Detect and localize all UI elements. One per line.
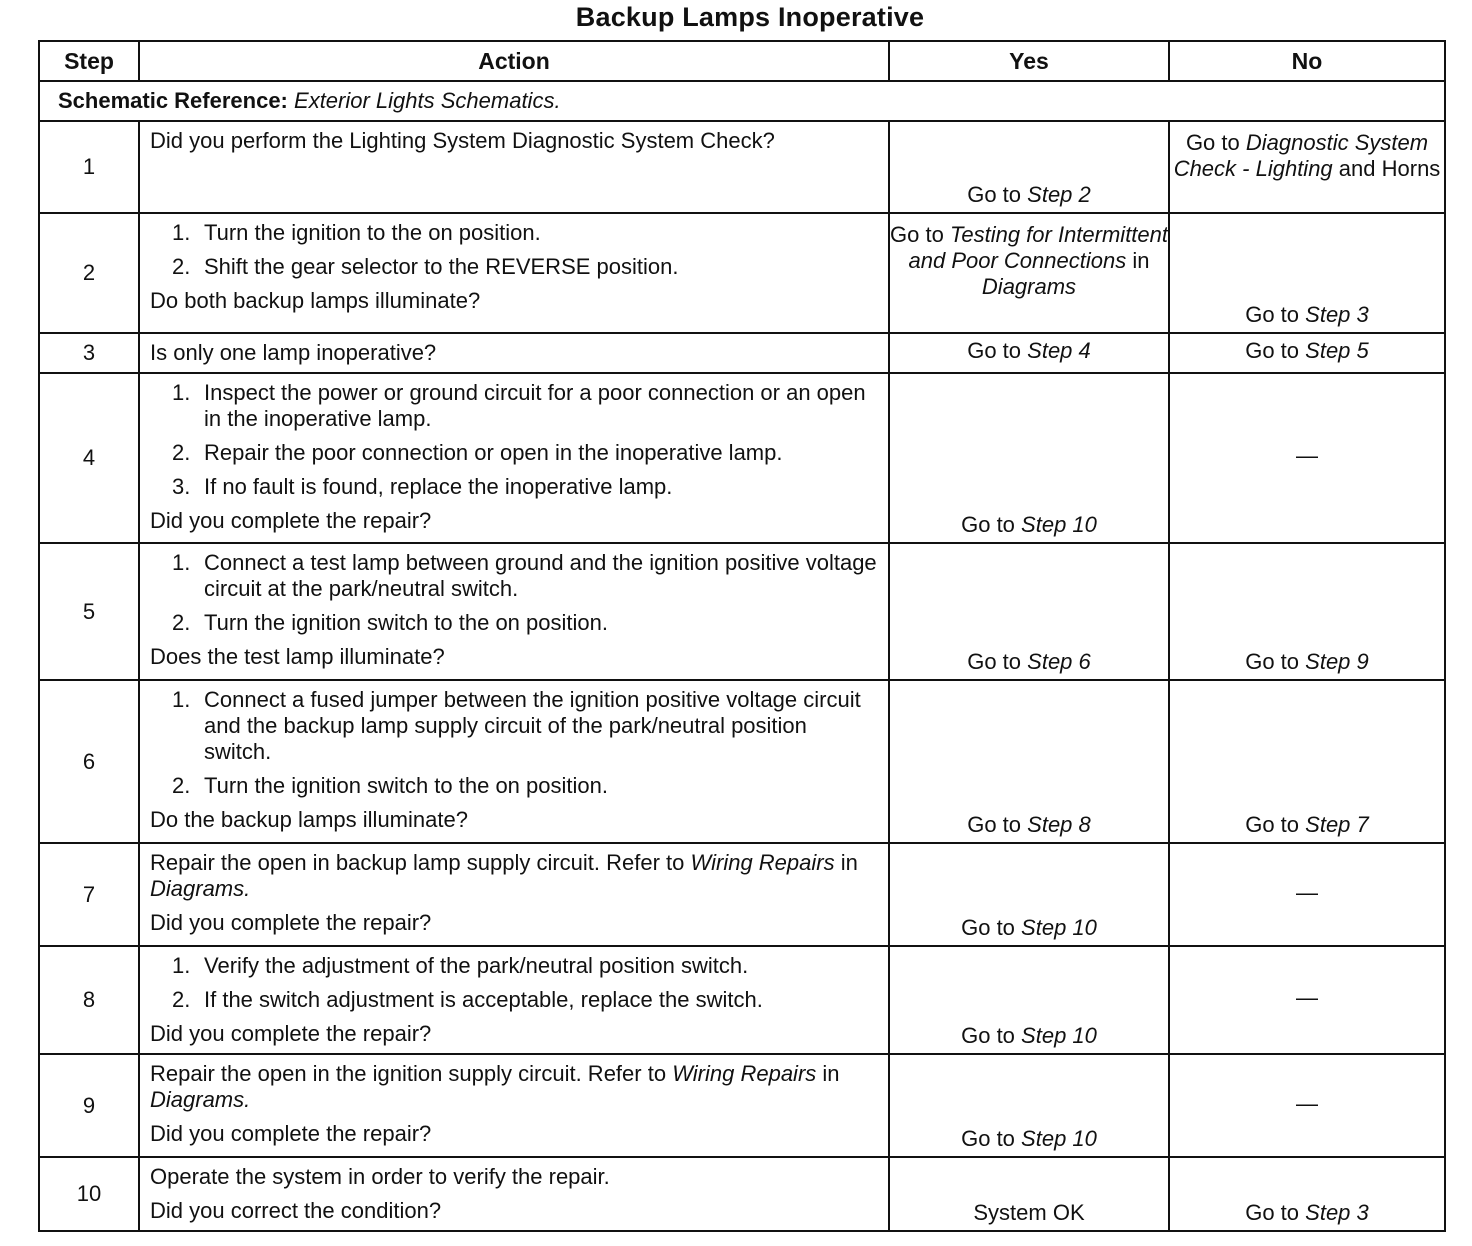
no-cell: [1169, 213, 1445, 333]
table-row: [39, 373, 1445, 543]
step-number: 5: [39, 543, 139, 680]
yes-link[interactable]: Step 6: [1027, 649, 1091, 674]
action-item: 1. Connect a test lamp between ground and the ignition positive voltage circuit at the park/neutral switch.: [172, 550, 877, 601]
step-number: 4: [39, 373, 139, 543]
no-dash: —: [1296, 1090, 1318, 1116]
no-suffix: and Horns: [1338, 156, 1441, 181]
schematic-reference: [39, 81, 1445, 121]
no-cell: [1169, 373, 1445, 543]
yes-link-2[interactable]: Diagrams: [981, 274, 1077, 299]
no-cell: [1169, 843, 1445, 946]
yes-prefix: Go to: [961, 915, 1015, 940]
yes-prefix: Go to: [967, 649, 1022, 674]
action-cell: [139, 843, 889, 946]
action-cell: [139, 543, 889, 680]
no-cell: [1169, 946, 1445, 1054]
action-item: 2. Shift the gear selector to the REVERSE position.: [172, 254, 679, 279]
action-cell: [139, 946, 889, 1054]
table-row: [39, 213, 1445, 333]
action-item: 2. Turn the ignition switch to the on position.: [172, 610, 608, 635]
table-row: [39, 680, 1445, 843]
yes-link[interactable]: Step 10: [1021, 512, 1097, 537]
table-row: [39, 121, 1445, 213]
no-dash: —: [1296, 985, 1318, 1010]
header-action: Action: [139, 41, 889, 81]
header-row: [39, 41, 1445, 81]
yes-prefix: Go to: [961, 1023, 1015, 1048]
action-text: Repair the open in backup lamp supply circuit. Refer to Wiring Repairs in Diagrams.: [150, 850, 858, 901]
no-prefix: Go to: [1185, 130, 1240, 155]
yes-link[interactable]: Testing for Intermittent and Poor Connections: [908, 222, 1169, 273]
action-text: Operate the system in order to verify the repair.: [150, 1164, 610, 1189]
action-cell: [139, 680, 889, 843]
no-dash: —: [1296, 443, 1318, 468]
step-number: 9: [39, 1054, 139, 1157]
yes-link[interactable]: Step 8: [1027, 812, 1091, 837]
yes-mid: in: [1132, 248, 1150, 273]
action-question: Do both backup lamps illuminate?: [150, 288, 481, 313]
yes-prefix: Go to: [961, 512, 1015, 537]
action-question: Does the test lamp illuminate?: [150, 644, 445, 669]
table-row: [39, 1157, 1445, 1231]
yes-cell: [889, 1157, 1169, 1231]
no-cell: [1169, 121, 1445, 213]
no-cell: [1169, 1157, 1445, 1231]
no-link[interactable]: Step 7: [1305, 812, 1369, 837]
step-number: 3: [39, 333, 139, 373]
action-question: Did you correct the condition?: [150, 1198, 442, 1223]
action-cell: [139, 121, 889, 213]
action-text: Repair the open in the ignition supply circuit. Refer to Wiring Repairs in Diagrams.: [150, 1061, 840, 1112]
schematic-row: [39, 81, 1445, 121]
action-item: 1. Turn the ignition to the on position.: [172, 220, 541, 245]
step-number: 10: [39, 1157, 139, 1231]
step-number: 2: [39, 213, 139, 333]
action-question: Did you complete the repair?: [150, 910, 432, 935]
action-item: 1. Verify the adjustment of the park/neutral position switch.: [172, 953, 749, 978]
no-dash: —: [1296, 879, 1318, 905]
action-item: 2. If the switch adjustment is acceptable, replace the switch.: [172, 987, 763, 1012]
table-row: [39, 1054, 1445, 1157]
action-item: 1. Connect a fused jumper between the ignition positive voltage circuit and the backup lamp supply circuit of the park/neutral position switch.: [172, 687, 861, 764]
no-cell: [1169, 333, 1445, 373]
action-question: Is only one lamp inoperative?: [150, 340, 437, 365]
yes-link[interactable]: Step 10: [1021, 915, 1097, 940]
yes-cell: [889, 543, 1169, 680]
yes-cell: [889, 333, 1169, 373]
wiring-repairs-link[interactable]: Wiring Repairs: [690, 850, 835, 875]
no-cell: [1169, 680, 1445, 843]
action-cell: [139, 1157, 889, 1231]
action-item: 2. Repair the poor connection or open in the inoperative lamp.: [172, 440, 783, 465]
yes-prefix: Go to: [967, 182, 1022, 207]
no-cell: [1169, 1054, 1445, 1157]
action-item: 2. Turn the ignition switch to the on position.: [172, 773, 608, 798]
table-row: [39, 543, 1445, 680]
step-number: 6: [39, 680, 139, 843]
schematic-value: Exterior Lights Schematics.: [294, 88, 561, 113]
header-no: No: [1169, 41, 1445, 81]
header-step: Step: [39, 41, 139, 81]
action-question: Did you perform the Lighting System Diagnostic System Check?: [150, 128, 775, 153]
yes-cell: [889, 680, 1169, 843]
yes-prefix: Go to: [961, 1126, 1015, 1151]
no-link[interactable]: Step 3: [1305, 1200, 1369, 1225]
wiring-repairs-link[interactable]: Wiring Repairs: [672, 1061, 817, 1086]
yes-cell: [889, 121, 1169, 213]
diagrams-link[interactable]: Diagrams.: [150, 1087, 251, 1112]
step-number: 8: [39, 946, 139, 1054]
step-number: 7: [39, 843, 139, 946]
action-cell: [139, 333, 889, 373]
page-title: Backup Lamps Inoperative: [575, 2, 925, 32]
table-row: [39, 333, 1445, 373]
action-item: 1. Inspect the power or ground circuit for a poor connection or an open in the inoperative lamp.: [172, 380, 866, 431]
action-question: Did you complete the repair?: [150, 1021, 432, 1046]
no-prefix: Go to: [1245, 812, 1300, 837]
yes-prefix: Go to: [967, 338, 1022, 363]
step-number: 1: [39, 121, 139, 213]
no-cell: [1169, 543, 1445, 680]
yes-text: System OK: [973, 1200, 1085, 1225]
no-prefix: Go to: [1245, 338, 1300, 363]
yes-prefix: Go to: [967, 812, 1022, 837]
action-item: 3. If no fault is found, replace the inoperative lamp.: [172, 474, 673, 499]
no-link[interactable]: Step 3: [1305, 302, 1369, 327]
schematic-label: Schematic Reference:: [58, 88, 288, 113]
action-cell: [139, 1054, 889, 1157]
no-link[interactable]: Step 9: [1305, 649, 1369, 674]
yes-cell: [889, 843, 1169, 946]
header-yes: Yes: [889, 41, 1169, 81]
action-question: Do the backup lamps illuminate?: [150, 807, 468, 832]
yes-link[interactable]: Step 4: [1027, 338, 1091, 363]
yes-cell: [889, 373, 1169, 543]
action-cell: [139, 213, 889, 333]
no-link[interactable]: Diagnostic System Check - Lighting: [1173, 130, 1429, 181]
table-row: [39, 946, 1445, 1054]
diagrams-link[interactable]: Diagrams.: [150, 876, 251, 901]
yes-prefix: Go to: [890, 222, 944, 247]
yes-link[interactable]: Step 10: [1021, 1023, 1097, 1048]
yes-link[interactable]: Step 10: [1021, 1126, 1097, 1151]
yes-cell: [889, 1054, 1169, 1157]
no-link[interactable]: Step 5: [1305, 338, 1369, 363]
diagnostic-table: [38, 40, 1446, 1232]
action-question: Did you complete the repair?: [150, 1121, 432, 1146]
no-prefix: Go to: [1245, 302, 1300, 327]
no-prefix: Go to: [1245, 649, 1300, 674]
yes-link[interactable]: Step 2: [1027, 182, 1091, 207]
action-cell: [139, 373, 889, 543]
action-question: Did you complete the repair?: [150, 508, 432, 533]
yes-cell: [889, 946, 1169, 1054]
no-prefix: Go to: [1245, 1200, 1300, 1225]
yes-cell: [889, 213, 1169, 333]
table-row: [39, 843, 1445, 946]
